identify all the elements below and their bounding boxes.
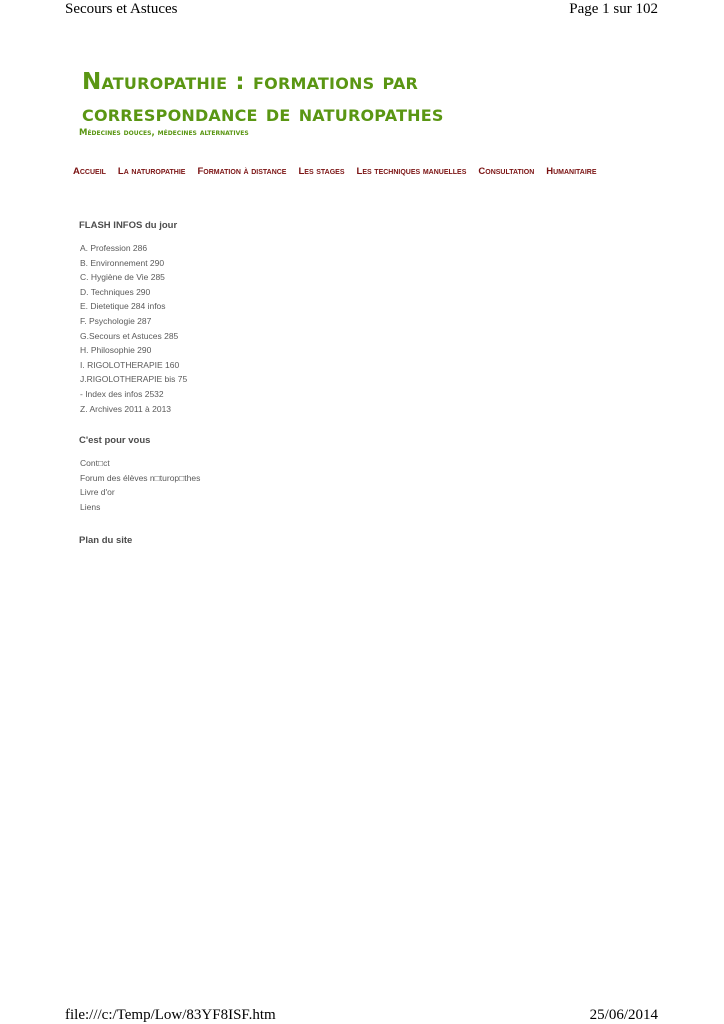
flash-infos-heading: FLASH INFOS du jour [79, 220, 178, 231]
top-nav [73, 166, 597, 177]
list-item [80, 470, 200, 485]
list-item [80, 357, 187, 372]
list-item [80, 499, 200, 514]
print-footer-url: file:///c:/Temp/Low/83YF8ISF.htm [65, 1007, 276, 1023]
pour-vous-list [80, 455, 200, 513]
forum-link[interactable]: Forum des élèves n□turop□thes [80, 472, 201, 483]
print-footer [65, 1007, 658, 1023]
nav-item-les-stages[interactable]: Les stages [298, 166, 345, 177]
print-header-page: Page 1 sur 102 [569, 1, 658, 17]
flash-infos-list [80, 240, 187, 415]
flash-link-index[interactable]: - Index des infos 2532 [80, 388, 164, 399]
list-item [80, 401, 187, 416]
site-subtitle: Médecines douces, médecines alternatives [79, 128, 249, 138]
flash-link-techniques[interactable]: D. Techniques 290 [80, 286, 151, 297]
liens-link[interactable]: Liens [80, 501, 101, 512]
list-item [80, 455, 200, 470]
list-item [80, 386, 187, 401]
list-item [80, 371, 187, 386]
livre-dor-link[interactable]: Livre d'or [80, 487, 115, 498]
print-header-title: Secours et Astuces [65, 1, 178, 17]
list-item [80, 255, 187, 270]
nav-item-formation-a-distance[interactable]: Formation à distance [197, 166, 287, 177]
list-item [80, 240, 187, 255]
flash-link-psychologie[interactable]: F. Psychologie 287 [80, 315, 152, 326]
nav-item-accueil[interactable]: Accueil [73, 166, 106, 177]
list-item [80, 484, 200, 499]
list-item [80, 284, 187, 299]
nav-item-les-techniques-manuelles[interactable]: Les techniques manuelles [356, 166, 467, 177]
flash-link-hygiene[interactable]: C. Hygiène de Vie 285 [80, 272, 165, 283]
nav-item-consultation[interactable]: Consultation [478, 166, 535, 177]
list-item [80, 313, 187, 328]
nav-item-humanitaire[interactable]: Humanitaire [546, 166, 597, 177]
flash-link-profession[interactable]: A. Profession 286 [80, 243, 148, 253]
site-title-line2: correspondance de naturopathes [82, 101, 444, 127]
flash-link-rigolotherapie-bis[interactable]: J.RIGOLOTHERAPIE bis 75 [80, 374, 188, 385]
flash-link-rigolotherapie[interactable]: I. RIGOLOTHERAPIE 160 [80, 359, 180, 370]
flash-link-dietetique[interactable]: E. Dietetique 284 infos [80, 301, 166, 312]
list-item [80, 342, 187, 357]
contact-link[interactable]: Cont□ct [80, 458, 110, 468]
flash-link-archives[interactable]: Z. Archives 2011 à 2013 [80, 403, 172, 414]
print-footer-date: 25/06/2014 [589, 1007, 658, 1023]
site-title-line1: Naturopathie : formations par [82, 69, 419, 95]
flash-link-environnement[interactable]: B. Environnement 290 [80, 257, 165, 268]
list-item [80, 328, 187, 343]
pour-vous-heading: C'est pour vous [79, 435, 151, 446]
print-header [65, 1, 658, 17]
list-item [80, 298, 187, 313]
plan-du-site-link[interactable]: Plan du site [79, 535, 133, 546]
list-item [80, 269, 187, 284]
flash-link-secours[interactable]: G.Secours et Astuces 285 [80, 330, 179, 341]
flash-link-philosophie[interactable]: H. Philosophie 290 [80, 345, 152, 356]
nav-item-la-naturopathie[interactable]: La naturopathie [117, 166, 186, 177]
site-title [82, 66, 562, 130]
